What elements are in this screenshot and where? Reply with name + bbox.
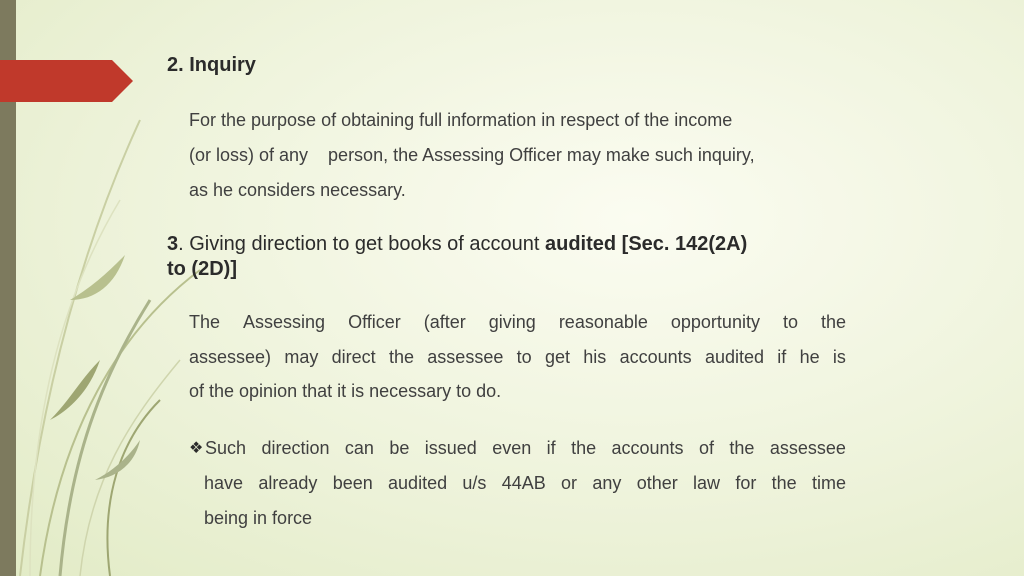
- word: any: [592, 473, 622, 493]
- word: if: [546, 438, 556, 458]
- section-heading-bold-2: to (2D)]: [167, 258, 237, 280]
- word: reasonable: [558, 312, 648, 332]
- word: is: [832, 347, 846, 367]
- word: the: [771, 473, 797, 493]
- word: other: [636, 473, 678, 493]
- word: 44AB: [501, 473, 546, 493]
- word: even: [492, 438, 532, 458]
- word: audited: [704, 347, 764, 367]
- audit-line-1: [189, 312, 846, 333]
- word: have: [204, 473, 244, 493]
- word: (after: [423, 312, 466, 332]
- word: the: [820, 312, 846, 332]
- word: the: [571, 438, 597, 458]
- inquiry-line-1: For the purpose of obtaining full information in respect of the income: [189, 110, 733, 130]
- word: can: [344, 438, 374, 458]
- word: accounts: [619, 347, 692, 367]
- section-heading-inquiry: 2. Inquiry: [167, 54, 256, 76]
- word: assessee: [427, 347, 504, 367]
- word: accounts: [611, 438, 684, 458]
- section-heading-audit-direction: [167, 232, 857, 282]
- bullet-line-2: [204, 473, 846, 494]
- word: issued: [424, 438, 477, 458]
- word: law: [693, 473, 721, 493]
- word: u/s: [462, 473, 487, 493]
- word: assessee): [189, 347, 272, 367]
- audit-line-2-justified: [189, 347, 846, 368]
- inquiry-line-3: as he considers necessary.: [189, 180, 406, 200]
- word: already: [258, 473, 318, 493]
- word: Assessing: [243, 312, 326, 332]
- section-heading-bold-1: audited [Sec. 142(2A): [545, 233, 748, 255]
- word: of: [698, 438, 714, 458]
- left-accent-bar: [0, 0, 16, 576]
- word: direct: [331, 347, 376, 367]
- audit-line-1-justified: [189, 312, 846, 333]
- word: time: [811, 473, 846, 493]
- word: be: [389, 438, 410, 458]
- bullet-line-3: being in force: [204, 508, 313, 528]
- word: The: [189, 312, 221, 332]
- word: direction: [261, 438, 330, 458]
- word: opportunity: [670, 312, 760, 332]
- word: or: [561, 473, 578, 493]
- audit-line-2: [189, 347, 846, 368]
- word: the: [729, 438, 755, 458]
- word: audited: [388, 473, 448, 493]
- word: assessee: [769, 438, 846, 458]
- word: been: [332, 473, 373, 493]
- word: Such: [205, 438, 247, 458]
- word: for: [735, 473, 757, 493]
- word: may: [284, 347, 319, 367]
- section-number: 3: [167, 233, 179, 255]
- word: get: [544, 347, 570, 367]
- word: to: [782, 312, 798, 332]
- word: giving: [488, 312, 536, 332]
- word: Officer: [348, 312, 401, 332]
- bullet-line-1-justified: [205, 438, 846, 459]
- section-heading-text: . Giving direction to get books of account: [178, 233, 545, 255]
- bullet-line-1: [205, 438, 846, 459]
- word: the: [388, 347, 414, 367]
- inquiry-line-2: (or loss) of any person, the Assessing Officer may make such inquiry,: [189, 145, 755, 165]
- four-diamond-bullet-icon: ❖: [189, 440, 204, 457]
- audit-line-3: of the opinion that it is necessary to do.: [189, 381, 502, 401]
- word: if: [777, 347, 787, 367]
- word: to: [516, 347, 532, 367]
- word: he: [799, 347, 820, 367]
- bullet-line-2-justified: [204, 473, 846, 494]
- word: his: [583, 347, 607, 367]
